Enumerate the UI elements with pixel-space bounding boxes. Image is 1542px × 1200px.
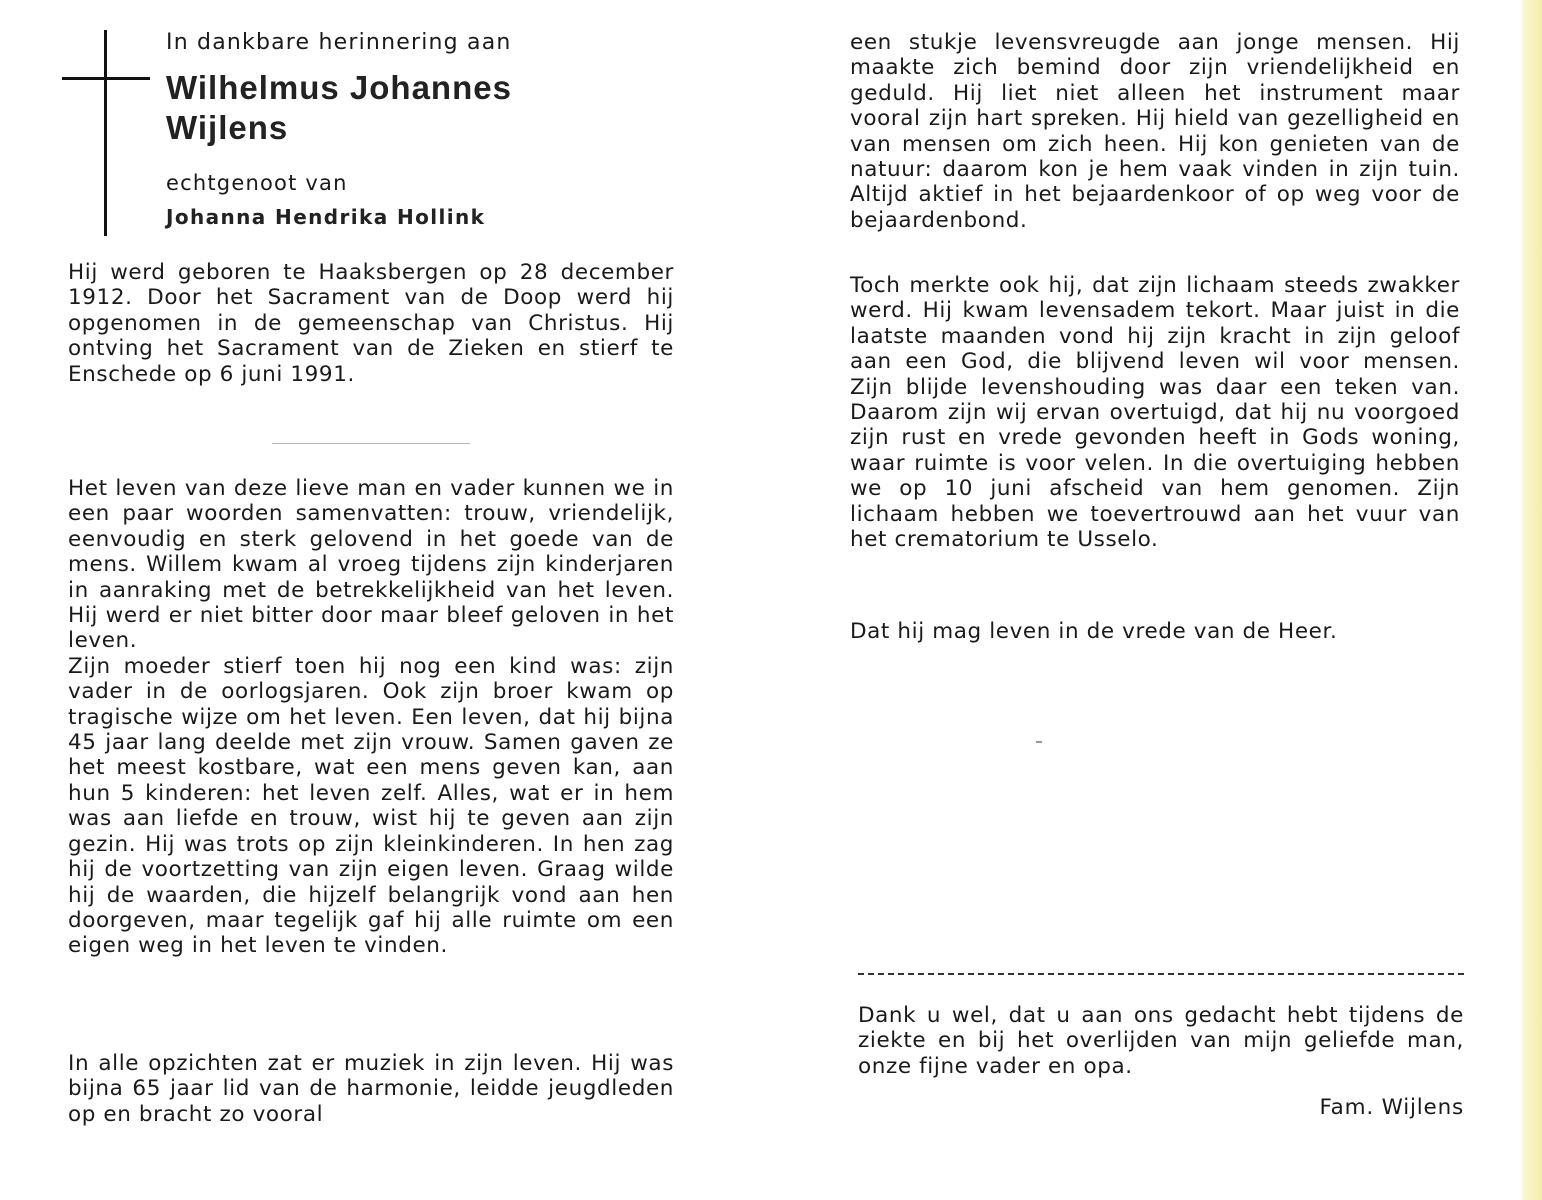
cross-horizontal-bar: [62, 77, 150, 80]
cross-vertical-bar: [104, 30, 107, 236]
paragraph-family: Zijn moeder stierf toen hij nog een kind was: zijn vader in de oorlogsjaren. Ook zijn broer kwam op tragische wijze om het leven. Een leven, dat hij bijna 45 jaar lang deelde met zijn vrouw. Samen gaven ze het meest kostbare, wat een mens geven kan, aan hun 5 kinderen: het leven zelf. Alles, wat er in hem was aan liefde en trouw, wist hij te geven aan zijn gezin. Hij was trots op zijn kleinkinderen. In hen zag hij de voortzetting van zijn eigen leven. Graag wilde hij de waarden, die hijzelf belangrijk vond aan hen doorgeven, maar tegelijk gaf hij alle ruimte om een eigen weg in het leven te vinden.: [68, 653, 674, 959]
deceased-name: [166, 68, 686, 148]
thanks-block: [858, 1003, 1464, 1079]
paragraph-faith: Toch merkte ook hij, dat zijn lichaam steeds zwakker werd. Hij kwam levensadem tekort. Maar juist in die laatste maanden vond hij zijn kracht in zijn geloof aan een God, die blijvend leven wil voor mensen. Zijn blijde levenshouding was daar een teken van. Daarom zijn wij ervan overtuigd, dat hij nu voorgoed zijn rust en vrede gevonden heeft in Gods woning, waar ruimte is voor velen. In die overtuiging hebben we op 10 juni afscheid van hem genomen. Zijn lichaam hebben we toevertrouwd aan het vuur van het crematorium te Usselo.: [850, 273, 1460, 553]
card-edge: [1522, 0, 1542, 1200]
paragraph-joy: een stukje levensvreugde aan jonge mensen. Hij maakte zich bemind door zijn vriendelijkheid en geduld. Hij liet niet alleen het instrument maar vooral zijn hart spreken. Hij hield van gezelligheid en van mensen om zich heen. Hij kon genieten van de natuur: daarom kon je hem vaak vinden in zijn tuin. Altijd aktief in het bejaardenkoor of op weg voor de bejaardenbond.: [850, 30, 1460, 233]
right-paragraph-3: [850, 619, 1460, 644]
deceased-name-line2: Wijlens: [166, 109, 289, 146]
right-paragraph-2: [850, 273, 1460, 552]
paragraph-birth-death: Hij werd geboren te Haaksbergen op 28 december 1912. Door het Sacrament van de Doop werd hij opgenomen in de gemeenschap van Christus. Hij ontving het Sacrament van de Zieken en stierf te Enschede op 6 juni 1991.: [68, 260, 674, 387]
paragraph-life-summary: Het leven van deze lieve man en vader kunnen we in een paar woorden samenvatten: trouw, vriendelijk, eenvoudig en sterk gelovend in het goede van de mens. Willem kwam al vroeg tijdens zijn kinderjaren in aanraking met de betrekkelijkheid van het leven. Hij werd er niet bitter door maar bleef geloven in het leven.: [68, 476, 674, 654]
divider-long: [858, 973, 1464, 975]
life-story-block: [68, 476, 674, 959]
print-mark: [1036, 741, 1042, 743]
divider-short: [272, 443, 470, 444]
deceased-name-line1: Wilhelmus Johannes: [166, 69, 512, 106]
paragraph-thanks: Dank u wel, dat u aan ons gedacht hebt tijdens de ziekte en bij het overlijden van mijn geliefde man, onze fijne vader en opa.: [858, 1003, 1464, 1079]
birth-death-paragraph: [68, 260, 674, 387]
spouse-intro: echtgenoot van: [166, 171, 348, 195]
family-signature: Fam. Wijlens: [1319, 1095, 1464, 1120]
spouse-name: Johanna Hendrika Hollink: [166, 205, 486, 229]
intro-text: In dankbare herinnering aan: [166, 30, 512, 55]
paragraph-blessing: Dat hij mag leven in de vrede van de Heer.: [850, 619, 1338, 644]
header: [166, 28, 686, 232]
paragraph-music: In alle opzichten zat er muziek in zijn leven. Hij was bijna 65 jaar lid van de harmonie, leidde jeugdleden op en bracht zo vooral: [68, 1051, 674, 1127]
right-paragraph-1: [850, 30, 1460, 233]
music-paragraph: [68, 1051, 674, 1127]
